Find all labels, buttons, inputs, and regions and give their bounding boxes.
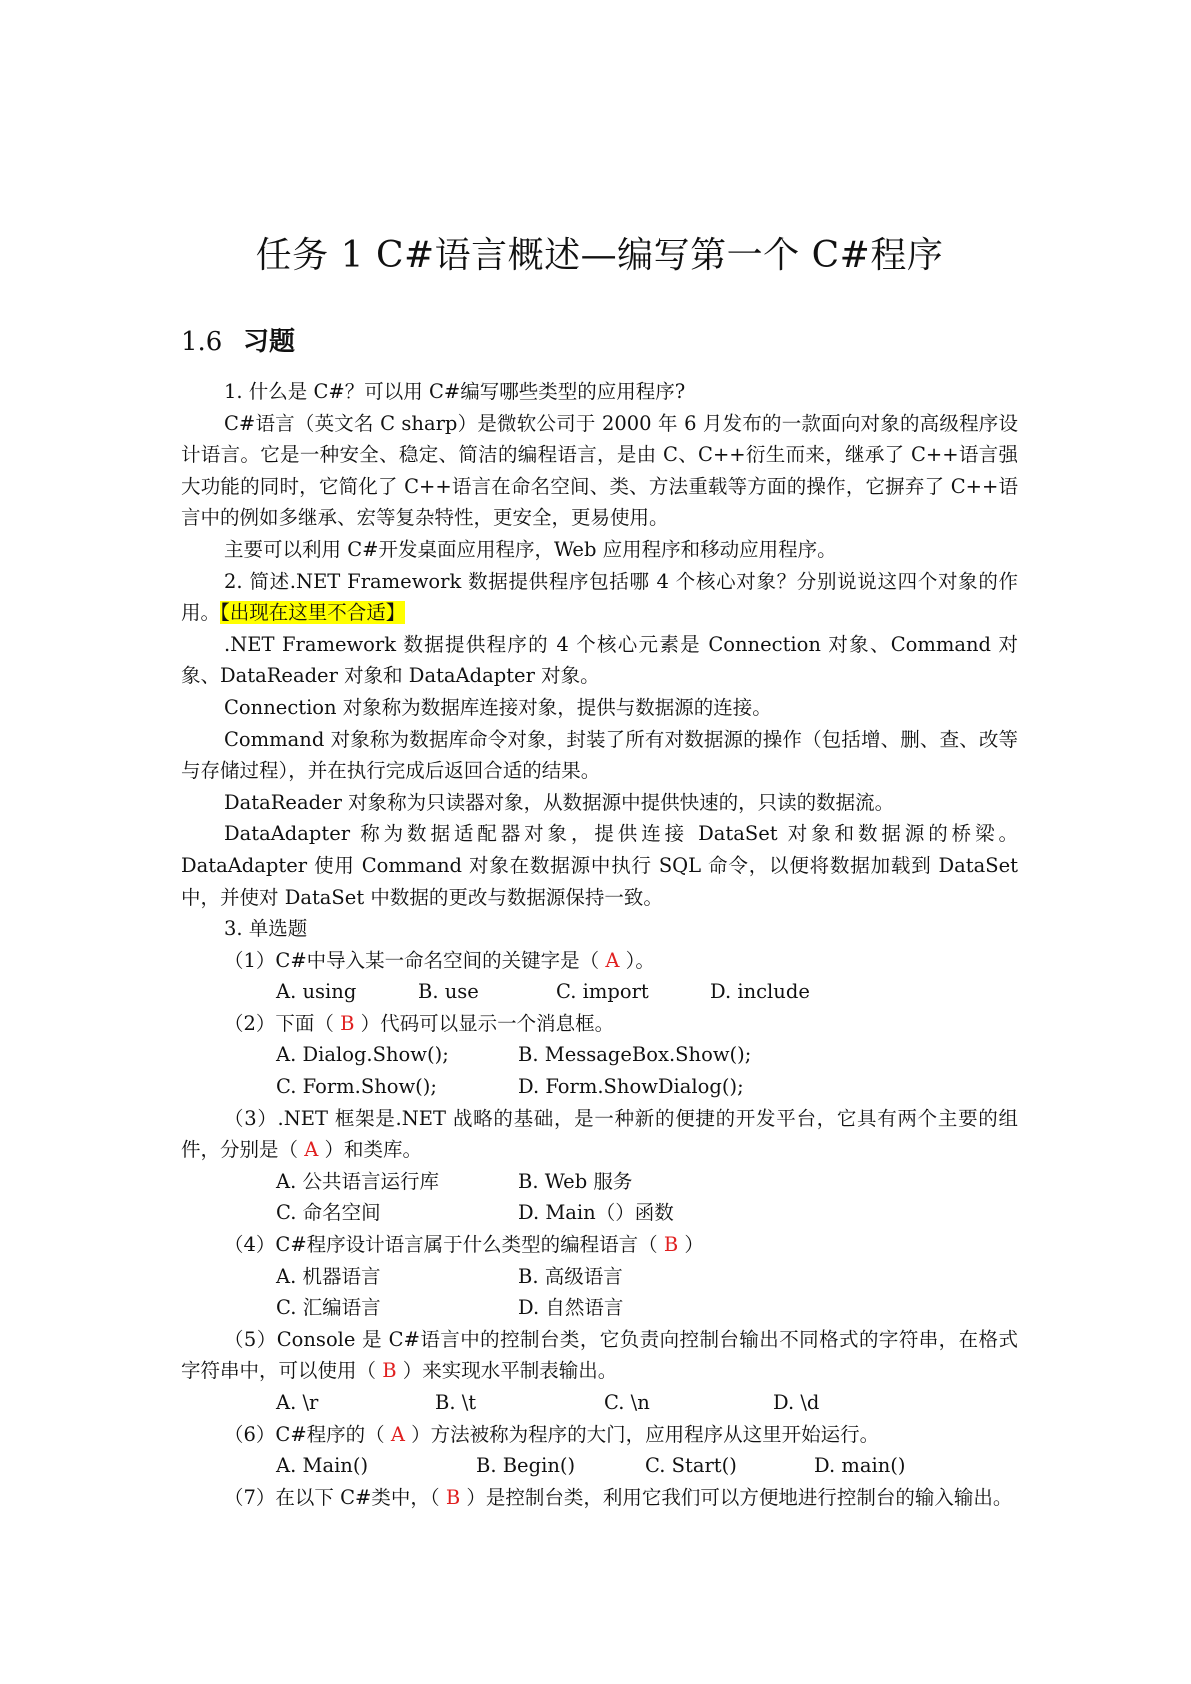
mcq-answer: A bbox=[605, 948, 620, 972]
option: A. 公共语言运行库 bbox=[276, 1169, 439, 1193]
option: D. include bbox=[710, 980, 810, 1004]
option: D. \d bbox=[773, 1391, 820, 1414]
question-2-text: 2. 简述.NET Framework 数据提供程序包括哪 4 个核心对象？分别说说这四个对象的作用。 bbox=[181, 569, 1018, 625]
mcq-options-4b bbox=[181, 1292, 1018, 1324]
question-1: 1. 什么是 C#？可以用 C#编写哪些类型的应用程序? bbox=[224, 380, 686, 403]
mcq-item-4 bbox=[181, 1229, 1018, 1261]
option: C. 命名空间 bbox=[276, 1201, 381, 1225]
mcq-options-2a bbox=[181, 1039, 1018, 1071]
option: C. Start() bbox=[645, 1454, 737, 1478]
mcq-stem-end: ）来实现水平制表输出。 bbox=[396, 1359, 618, 1383]
option: C. Form.Show(); bbox=[276, 1075, 437, 1099]
answer-2-paragraph-1: .NET Framework 数据提供程序的 4 个核心元素是 Connection 对象、Command 对象、DataReader 对象和 DataAdapter 对象。 bbox=[181, 632, 1018, 688]
mcq-answer: A bbox=[304, 1138, 319, 1162]
mcq-stem: （6）C#程序的（ bbox=[224, 1422, 391, 1446]
page-title: 任务 1 C#语言概述—编写第一个 C#程序 bbox=[255, 235, 944, 276]
mcq-stem-end: ）方法被称为程序的大门，应用程序从这里开始运行。 bbox=[404, 1422, 880, 1446]
mcq-options-6 bbox=[181, 1450, 1018, 1482]
option: B. MessageBox.Show(); bbox=[518, 1043, 752, 1067]
option: B. \t bbox=[435, 1391, 477, 1414]
answer-2-paragraph-4: DataReader 对象称为只读器对象，从数据源中提供快速的，只读的数据流。 bbox=[224, 790, 895, 814]
mcq-stem: （5）Console 是 C#语言中的控制台类，它负责向控制台输出不同格式的字符串，在格式字符串中，可以使用（ bbox=[181, 1327, 1018, 1383]
answer-1-paragraph-1: C#语言（英文名 C sharp）是微软公司于 2000 年 6 月发布的一款面向对象的高级程序设计语言。它是一种安全、稳定、简洁的编程语言，是由 C、C++衍生而来，继承了 C++语言强大功能的同时，它简化了 C++语言在命名空间、类、方法重载等方面的操作，它摒弃了 C++语言中的例如多继承、宏等复杂特性，更安全，更易使用。 bbox=[181, 411, 1018, 530]
mcq-item-1 bbox=[181, 945, 1018, 977]
option: D. 自然语言 bbox=[518, 1296, 624, 1320]
option: B. Web 服务 bbox=[518, 1169, 633, 1193]
option: B. use bbox=[418, 980, 479, 1004]
mcq-answer: B bbox=[382, 1359, 397, 1383]
mcq-stem: （7）在以下 C#类中，（ bbox=[224, 1485, 446, 1509]
mcq-stem: （2）下面（ bbox=[224, 1011, 341, 1035]
option: C. import bbox=[556, 980, 649, 1004]
mcq-answer: B bbox=[445, 1485, 461, 1509]
question-2 bbox=[181, 566, 1018, 629]
option: C. 汇编语言 bbox=[276, 1296, 381, 1320]
mcq-options-5 bbox=[181, 1387, 1018, 1419]
section-label: 习题 bbox=[243, 327, 296, 357]
option: A. 机器语言 bbox=[276, 1264, 381, 1288]
option: B. Begin() bbox=[476, 1454, 576, 1478]
exercise-body bbox=[181, 376, 1018, 1513]
option: D. Form.ShowDialog(); bbox=[518, 1075, 744, 1099]
mcq-stem: （4）C#程序设计语言属于什么类型的编程语言（ bbox=[224, 1233, 664, 1257]
mcq-stem-end: ） bbox=[678, 1233, 704, 1257]
mcq-stem: （1）C#中导入某一命名空间的关键字是（ bbox=[224, 948, 606, 972]
answer-2-paragraph-2: Connection 对象称为数据库连接对象，提供与数据源的连接。 bbox=[224, 695, 772, 719]
mcq-item-5 bbox=[181, 1324, 1018, 1387]
question-3-heading: 3. 单选题 bbox=[224, 917, 308, 941]
option: D. Main（）函数 bbox=[518, 1201, 674, 1225]
mcq-item-2 bbox=[181, 1008, 1018, 1040]
mcq-stem: （3）.NET 框架是.NET 战略的基础，是一种新的便捷的开发平台，它具有两个主要的组件，分别是（ bbox=[181, 1106, 1018, 1162]
mcq-options-3b bbox=[181, 1197, 1018, 1229]
answer-2-paragraph-5: DataAdapter 称为数据适配器对象，提供连接 DataSet 对象和数据源的桥梁。DataAdapter 使用 Command 对象在数据源中执行 SQL 命令，以便将数据加载到 DataSet 中，并使对 DataSet 中数据的更改与数据源保持一致。 bbox=[181, 822, 1018, 909]
mcq-answer: B bbox=[340, 1011, 355, 1035]
option: A. Dialog.Show(); bbox=[276, 1043, 449, 1067]
option: C. \n bbox=[604, 1391, 650, 1414]
mcq-stem-end: ）。 bbox=[619, 948, 655, 972]
option: B. 高级语言 bbox=[518, 1264, 623, 1288]
mcq-options-4a bbox=[181, 1261, 1018, 1293]
mcq-options-3a bbox=[181, 1166, 1018, 1198]
option: A. using bbox=[276, 980, 357, 1004]
mcq-stem-end: ）和类库。 bbox=[318, 1138, 422, 1162]
mcq-answer: A bbox=[390, 1422, 405, 1446]
mcq-item-7 bbox=[181, 1482, 1018, 1514]
answer-2-paragraph-3: Command 对象称为数据库命令对象，封装了所有对数据源的操作（包括增、删、查、改等与存储过程），并在执行完成后返回合适的结果。 bbox=[181, 727, 1018, 783]
option: A. \r bbox=[276, 1391, 319, 1414]
mcq-options-1 bbox=[181, 976, 1018, 1008]
mcq-options-2b bbox=[181, 1071, 1018, 1103]
mcq-item-6 bbox=[181, 1419, 1018, 1451]
highlight-comment: 【出现在这里不合适】 bbox=[220, 601, 406, 625]
mcq-stem-end: ）代码可以显示一个消息框。 bbox=[354, 1011, 615, 1035]
option: D. main() bbox=[814, 1454, 906, 1478]
option: A. Main() bbox=[276, 1454, 369, 1478]
section-heading bbox=[181, 322, 295, 362]
mcq-stem-end: ）是控制台类，利用它我们可以方便地进行控制台的输入输出。 bbox=[460, 1485, 1013, 1509]
mcq-answer: B bbox=[663, 1233, 679, 1257]
mcq-item-3 bbox=[181, 1103, 1018, 1166]
answer-1-paragraph-2: 主要可以利用 C#开发桌面应用程序，Web 应用程序和移动应用程序。 bbox=[224, 537, 837, 561]
section-number: 1.6 bbox=[181, 327, 223, 357]
